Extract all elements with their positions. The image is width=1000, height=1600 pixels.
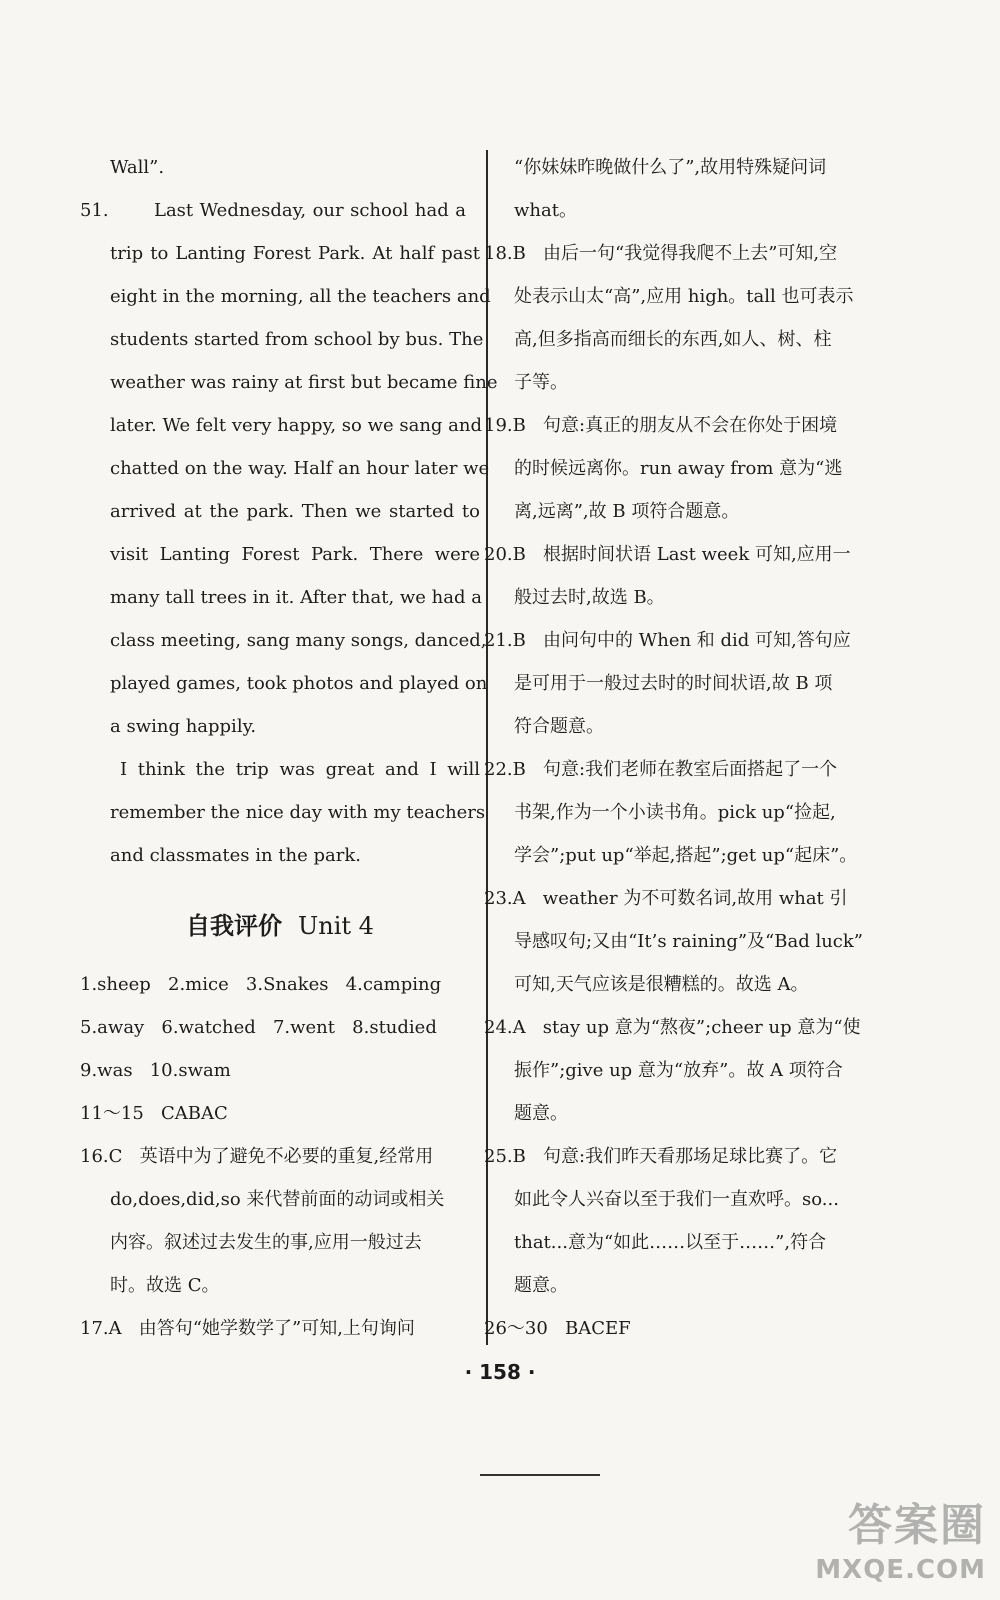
text-line: visit Lanting Forest Park. There were	[110, 544, 480, 565]
answer-line: 5.away 6.watched 7.went 8.studied	[80, 1017, 437, 1038]
answer-line: 处表示山太“高”,应用 high。tall 也可表示	[514, 286, 854, 307]
right-column	[484, 152, 884, 1356]
answer-line: 的时候远离你。run away from 意为“逃	[514, 458, 843, 479]
answer-line: 时。故选 C。	[110, 1275, 220, 1296]
watermark-logo	[810, 1498, 986, 1598]
answer-line: 23.A weather 为不可数名词,故用 what 引	[484, 888, 848, 909]
watermark-text-top: 答案圈	[848, 1500, 986, 1551]
answer-line: what。	[514, 200, 577, 221]
answer-line: “你妹妹昨晚做什么了”,故用特殊疑问词	[514, 157, 827, 178]
answer-line: 符合题意。	[514, 716, 604, 737]
section-unit: Unit 4	[298, 912, 374, 940]
left-column	[80, 152, 498, 1356]
answer-line: 22.B 句意:我们老师在教室后面搭起了一个	[484, 759, 838, 780]
answer-line: 内容。叙述过去发生的事,应用一般过去	[110, 1232, 422, 1253]
answer-line: 振作”;give up 意为“放弃”。故 A 项符合	[514, 1060, 843, 1081]
answer-line: 子等。	[514, 372, 568, 393]
text-line: a swing happily.	[110, 716, 257, 737]
answer-line: 21.B 由问句中的 When 和 did 可知,答句应	[484, 630, 851, 651]
answer-line: 17.A 由答句“她学数学了”可知,上句询问	[80, 1318, 415, 1339]
answer-line: 1.sheep 2.mice 3.Snakes 4.camping	[80, 974, 442, 995]
text-line: arrived at the park. Then we started to	[110, 501, 480, 522]
text-line: I think the trip was great and I will	[120, 759, 480, 780]
answer-line: 18.B 由后一句“我觉得我爬不上去”可知,空	[484, 243, 838, 264]
text-line: 51. Last Wednesday, our school had a	[80, 195, 480, 238]
text-line: many tall trees in it. After that, we had a	[110, 587, 482, 608]
answer-line: 是可用于一般过去时的时间状语,故 B 项	[514, 673, 833, 694]
answer-line: 11～15 CABAC	[80, 1103, 228, 1124]
text-line: chatted on the way. Half an hour later we	[110, 458, 490, 479]
page-number: · 158 ·	[464, 1360, 536, 1384]
text-line: later. We felt very happy, so we sang and	[110, 415, 483, 436]
answer-line: 学会”;put up“举起,搭起”;get up“起床”。	[514, 845, 858, 866]
answer-line: 20.B 根据时间状语 Last week 可知,应用一	[484, 544, 851, 565]
text-line: and classmates in the park.	[110, 845, 362, 866]
text-line: remember the nice day with my teachers	[110, 802, 486, 823]
answer-line: 25.B 句意:我们昨天看那场足球比赛了。它	[484, 1146, 838, 1167]
answer-line: 导感叹句;又由“It’s raining”及“Bad luck”	[514, 931, 863, 952]
text-line: played games, took photos and played on	[110, 673, 488, 694]
answer-line: 可知,天气应该是很糟糕的。故选 A。	[514, 974, 809, 995]
answer-line: 离,远离”,故 B 项符合题意。	[514, 501, 740, 522]
answer-line: 题意。	[514, 1103, 568, 1124]
answer-line: 9.was 10.swam	[80, 1060, 231, 1081]
text-line: weather was rainy at first but became fine	[110, 372, 498, 393]
answer-line: that...意为“如此……以至于……”,符合	[514, 1232, 827, 1253]
watermark-text-bottom: MXQE.COM	[815, 1555, 986, 1585]
answer-line: 16.C 英语中为了避免不必要的重复,经常用	[80, 1146, 434, 1167]
text-line: eight in the morning, all the teachers and	[110, 286, 491, 307]
answer-line: 题意。	[514, 1275, 568, 1296]
question-number: 51.	[80, 200, 109, 221]
text-line: Wall”.	[110, 157, 165, 178]
section-heading	[80, 883, 480, 969]
answer-line: 26～30 BACEF	[484, 1318, 631, 1339]
answer-line: 24.A stay up 意为“熬夜”;cheer up 意为“使	[484, 1017, 861, 1038]
section-title: 自我评价	[186, 911, 283, 940]
answer-line: 高,但多指高而细长的东西,如人、树、柱	[514, 329, 832, 350]
text-line: trip to Lanting Forest Park. At half past	[110, 243, 480, 264]
footer-rule	[480, 1474, 600, 1476]
answer-line: do,does,did,so 来代替前面的动词或相关	[110, 1189, 445, 1210]
answer-line: 书架,作为一个小读书角。pick up“捡起,	[514, 802, 836, 823]
answer-line: 如此令人兴奋以至于我们一直欢呼。so...	[514, 1189, 839, 1210]
answer-line: 19.B 句意:真正的朋友从不会在你处于困境	[484, 415, 838, 436]
text-line: class meeting, sang many songs, danced,	[110, 630, 487, 651]
answer-line: 般过去时,故选 B。	[514, 587, 665, 608]
text-line: students started from school by bus. The	[110, 329, 484, 350]
